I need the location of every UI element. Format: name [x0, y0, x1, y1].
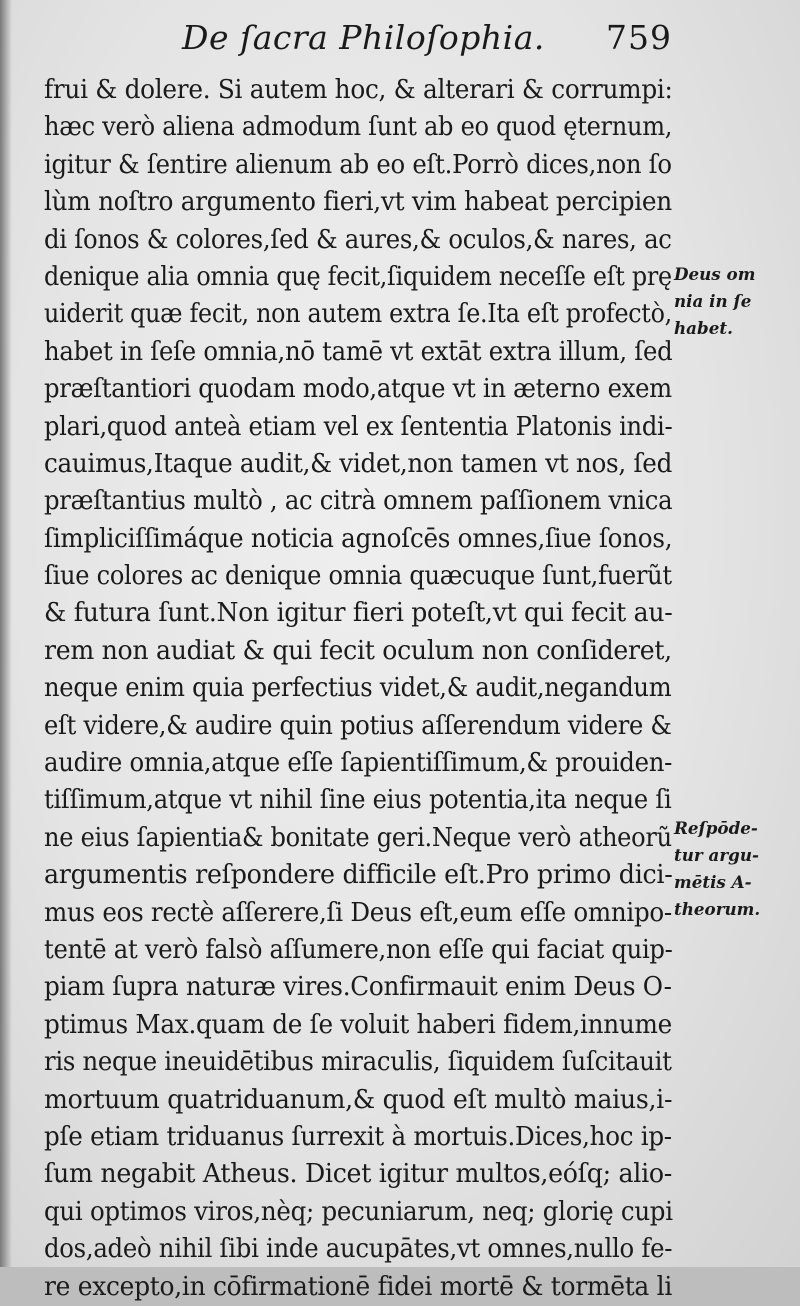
text-line: dos,adeò nihil ſibi inde aucupātes,vt omnes,nullo fe- — [44, 1234, 673, 1265]
text-line: di ſonos & colores,ſed & aures,& oculos,& nares, ac — [44, 224, 672, 255]
text-line: habet in ſeſe omnia,nō tamē vt extāt extra illum, ſed — [44, 336, 673, 367]
text-line: cauimus,Itaque audit,& videt,non tamen vt nos, ſed — [44, 448, 673, 479]
text-line: præſtantiori quodam modo,atque vt in æterno exem — [44, 374, 672, 405]
text-line: ſiue colores ac denique omnia quæcuque ſunt,fuerũt — [44, 561, 672, 592]
marginal-note-line: Reſpōde- — [674, 819, 758, 839]
text-line: tentē at verò falsò aſſumere,non eſſe qui faciat quip- — [44, 934, 673, 965]
text-line: tiſſimum,atque vt nihil ſine eius potentia,ita neque ſi — [44, 785, 672, 816]
text-line: plari,quod anteà etiam vel ex ſententia Platonis indi- — [44, 411, 673, 442]
text-line: ſum negabit Atheus. Dicet igitur multos,eóſq; alio- — [44, 1159, 673, 1190]
marginal-note-deus — [674, 262, 796, 343]
text-line: ne eius ſapientia& bonitate geri.Neque verò atheorũ — [44, 822, 672, 853]
text-line: hæc verò aliena admodum ſunt ab eo quod ęternum, — [44, 112, 673, 143]
text-line: ſimpliciſſimáque noticia agnoſcēs omnes,ſiue ſonos, — [44, 523, 673, 554]
text-line: mortuum quatriduanum,& quod eſt multò maius,i- — [44, 1084, 673, 1115]
text-line: uiderit quæ fecit, non autem extra ſe.Ita eſt profectò, — [44, 299, 672, 330]
marginal-note-line: Deus om — [674, 265, 756, 285]
text-line: eſt videre,& audire quin potius aſſerendum videre & — [44, 710, 672, 741]
text-line: & futura ſunt.Non igitur fieri poteſt,vt qui fecit au- — [44, 598, 673, 629]
text-line: re excepto,in cōfirmationē fidei mortē & tormēta li — [44, 1271, 673, 1302]
marginal-note-line: nia in ſe — [674, 292, 752, 312]
text-line: præſtantius multò , ac citrà omnem paſſionem vnica — [44, 486, 673, 517]
text-line: denique alia omnia quę fecit,ſiquidem neceſſe eſt prę — [44, 261, 672, 292]
text-line: lùm noſtro argumento fieri,vt vim habeat percipien — [44, 187, 672, 218]
marginal-note-respondetur — [674, 816, 796, 924]
text-line: argumentis reſpondere difficile eſt.Pro primo dici- — [44, 860, 673, 891]
marginal-note-line: theorum. — [674, 900, 761, 920]
page-number: 759 — [606, 18, 672, 57]
text-line: neque enim quia perfectius videt,& audit,negandum — [44, 673, 672, 704]
marginal-note-line: habet. — [674, 319, 733, 339]
marginal-note-line: mētis A- — [674, 873, 752, 893]
text-line: piam ſupra naturæ vires.Confirmauit enim Deus O- — [44, 972, 672, 1003]
main-text-block — [44, 72, 674, 1306]
page-gutter-shadow — [0, 0, 12, 1267]
text-line: igitur & ſentire alienum ab eo eſt.Porrò dices,non ſo — [44, 149, 672, 180]
marginal-note-line: tur argu- — [674, 846, 759, 866]
text-line: frui & dolere. Si autem hoc, & alterari & corrumpi: — [44, 75, 673, 105]
text-line: mus eos rectè aſſerere,ſi Deus eſt,eum eſſe omnipo- — [44, 897, 672, 928]
text-line: ris neque ineuidētibus miraculis, ſiquidem ſuſcitauit — [44, 1047, 672, 1078]
running-title: De ſacra Philoſophia. — [182, 18, 545, 57]
text-line: rem non audiat & qui fecit oculum non conſideret, — [44, 635, 672, 666]
text-line: pſe etiam triduanus ſurrexit à mortuis.Dices,hoc ip- — [44, 1121, 672, 1152]
text-line: audire omnia,atque eſſe ſapientiſſimum,& prouiden- — [44, 748, 673, 779]
text-line: qui optimos viros,nèq; pecuniarum, neq; glorię cupi — [44, 1196, 673, 1227]
text-line: ptimus Max.quam de ſe voluit haberi fidem,innume — [44, 1009, 672, 1040]
